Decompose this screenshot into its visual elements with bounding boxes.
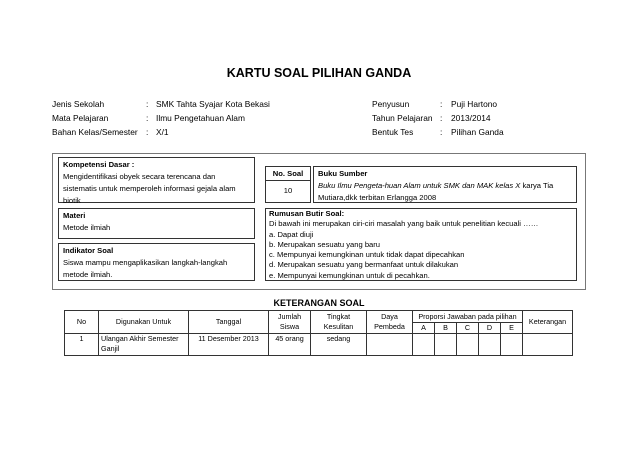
kompetensi-title: Kompetensi Dasar : (63, 160, 135, 169)
buku-sumber-rest: karya Tia Mutiara,dkk terbitan Erlangga 2008 (318, 181, 554, 202)
option-b: b. Merupakan sesuatu yang baru (269, 239, 381, 249)
cell-keterangan (523, 334, 573, 356)
materi-box (58, 208, 255, 239)
label-mata-pelajaran: Mata Pelajaran (52, 113, 109, 123)
header-choice-a: A (413, 323, 435, 334)
materi-text: Metode ilmiah (63, 223, 111, 232)
value-bentuk-tes: Pilihan Ganda (451, 127, 504, 137)
buku-sumber-title: Buku Sumber (318, 169, 368, 178)
option-c: c. Mempunyai kemungkinan untuk tidak dapat dipecahkan (269, 250, 465, 260)
buku-sumber-box (313, 166, 577, 203)
header-tanggal: Tanggal (189, 311, 269, 334)
value-jenis-sekolah: SMK Tahta Syajar Kota Bekasi (156, 99, 270, 109)
cell-digunakan: Ulangan Akhir Semester Ganjil (99, 334, 189, 356)
materi-title: Materi (63, 211, 86, 220)
header-choice-b: B (435, 323, 457, 334)
cell-tingkat: sedang (311, 334, 367, 356)
rumusan-box (265, 208, 577, 281)
header-choice-d: D (479, 323, 501, 334)
label-penyusun: Penyusun (372, 99, 410, 109)
rumusan-title: Rumusan Butir Soal: (269, 209, 345, 218)
label-jenis-sekolah: Jenis Sekolah (52, 99, 105, 109)
header-daya: Daya Pembeda (367, 311, 413, 334)
header-no: No (65, 311, 99, 334)
option-a: a. Dapat diuji (269, 229, 314, 239)
cell-daya (367, 334, 413, 356)
value-mata-pelajaran: Ilmu Pengetahuan Alam (156, 113, 245, 123)
header-digunakan: Digunakan Untuk (99, 311, 189, 334)
kompetensi-text: Mengidentifikasi obyek secara terencana dan sistematis untuk memperoleh informasi gejala alam biotik (63, 172, 236, 205)
separator: : (146, 113, 149, 123)
label-bahan-kelas: Bahan Kelas/Semester (52, 127, 138, 137)
rumusan-question: Di bawah ini merupakan ciri-ciri masalah yang baik untuk penelitian kecuali …… (269, 219, 539, 229)
separator: : (440, 127, 443, 137)
separator: : (146, 127, 149, 137)
indikator-box (58, 243, 255, 281)
no-soal-value: 10 (283, 186, 293, 195)
header-jumlah: Jumlah Siswa (269, 311, 311, 334)
cell-c (457, 334, 479, 356)
keterangan-title: KETERANGAN SOAL (273, 298, 365, 308)
label-tahun-pelajaran: Tahun Pelajaran (372, 113, 433, 123)
header-choice-c: C (457, 323, 479, 334)
indikator-title: Indikator Soal (63, 246, 114, 255)
cell-d (479, 334, 501, 356)
separator: : (440, 99, 443, 109)
option-e: e. Mempunyai kemungkinan untuk di pecahkan. (269, 270, 430, 280)
kompetensi-box (58, 157, 255, 203)
header-keterangan: Keterangan (523, 311, 573, 334)
cell-no: 1 (65, 334, 99, 356)
separator: : (440, 113, 443, 123)
header-proporsi: Proporsi Jawaban pada pilihan (413, 311, 523, 323)
cell-jumlah: 45 orang (269, 334, 311, 356)
buku-sumber-italic: Buku Ilmu Pengeta-huan Alam untuk SMK dan MAK kelas X (318, 181, 521, 190)
cell-b (435, 334, 457, 356)
cell-e (501, 334, 523, 356)
value-penyusun: Puji Hartono (451, 99, 498, 109)
option-d: d. Merupakan sesuatu yang bermanfaat untuk dilakukan (269, 260, 459, 270)
page-title: KARTU SOAL PILIHAN GANDA (226, 66, 412, 80)
table-row (65, 334, 573, 356)
no-soal-title: No. Soal (266, 167, 310, 181)
keterangan-table (64, 310, 573, 356)
value-bahan-kelas: X/1 (156, 127, 169, 137)
no-soal-box (265, 166, 311, 203)
cell-tanggal: 11 Desember 2013 (189, 334, 269, 356)
indikator-text: Siswa mampu mengaplikasikan langkah-langkah metode ilmiah. (63, 258, 228, 279)
cell-a (413, 334, 435, 356)
separator: : (146, 99, 149, 109)
header-choice-e: E (501, 323, 523, 334)
label-bentuk-tes: Bentuk Tes (372, 127, 414, 137)
header-tingkat: Tingkat Kesulitan (311, 311, 367, 334)
value-tahun-pelajaran: 2013/2014 (451, 113, 491, 123)
